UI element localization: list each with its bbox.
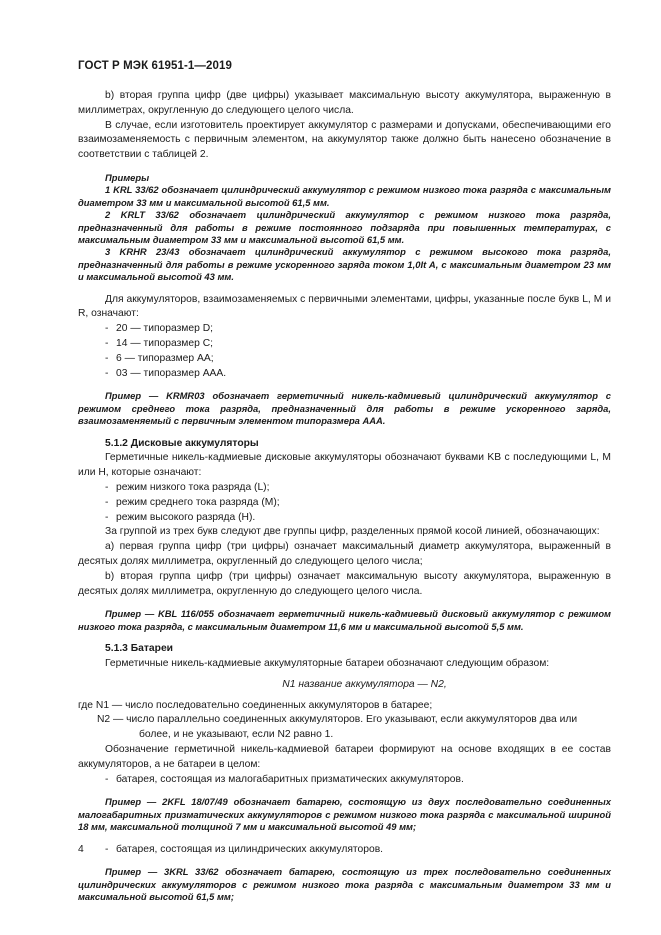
page-body xyxy=(78,89,611,904)
size-list xyxy=(78,322,611,381)
list-item: - батарея, состоящая из цилиндрических аккумуляторов. xyxy=(105,843,384,855)
paragraph-digit-groups: За группой из трех букв следуют две группы цифр, разделенных прямой косой линией, обозначающих: xyxy=(105,526,600,538)
paragraph-interchangeable: В случае, если изготовитель проектирует аккумулятор с размерами и допусками, обеспечивающими его взаимозаменяемость с первичным элементом, на аккумулятор также должно быть нанесено обозначение в соответствии с таблицей 2. xyxy=(78,119,611,161)
list-item: - режим низкого тока разряда (L); xyxy=(105,482,270,494)
paragraph-b-height-disc: b) вторая группа цифр (три цифры) означает максимальную высоту аккумулятора, выраженную в десятых долях миллиметра, округленную до следующего целого числа. xyxy=(78,570,611,597)
page-number: 4 xyxy=(78,844,84,855)
formula: N1 название аккумулятора — N2, xyxy=(282,678,447,690)
example-2kfl: Пример — 2KFL 18/07/49 обозначает батарею, состоящую из двух последовательно соединенных малогабаритных призматических аккумуляторов с режимом низкого тока разряда с максимальной шириной 18 мм, максимальной толщиной 7 мм и максимальной высотой 49 мм; xyxy=(78,796,611,833)
where-n1: где N1 — число последовательно соединенных аккумуляторов в батарее; xyxy=(78,699,433,711)
example-item: 2 KRLT 33/62 обозначает цилиндрический аккумулятор с режимом низкого тока разряда, предназначенный для работы в режиме постоянного подзаряда при повышенных температурах, с максимальным диаметром 33 мм и максимальной высотой 61,5 мм. xyxy=(78,209,611,246)
paragraph-composition: Обозначение герметичной никель-кадмиевой батареи формируют на основе входящих в ее состав аккумуляторов, а не батареи в целом: xyxy=(78,744,611,770)
example-item: 1 KRL 33/62 обозначает цилиндрический аккумулятор с режимом низкого тока разряда с максимальным диаметром 33 мм и максимальной высотой 61,5 мм. xyxy=(78,184,611,208)
where-n2: N2 — число параллельно соединенных аккумуляторов. Его указывают, если аккумуляторов два или xyxy=(97,714,578,726)
paragraph-disc: Герметичные никель-кадмиевые дисковые аккумуляторы обозначают буквами KB с последующими L, M или H, которые означают: xyxy=(78,452,611,479)
list-item: - режим высокого разряда (H). xyxy=(105,511,256,523)
example-3krl: Пример — 3KRL 33/62 обозначает батарею, состоящую из трех последовательно соединенных цилиндрических аккумуляторов с режимом низкого тока разряда с максимальным диаметром 33 мм и максимальной высотой 61,5 мм; xyxy=(78,866,611,903)
list-item: - 20 — типоразмер D; xyxy=(105,323,213,335)
section-heading-5-1-3: 5.1.3 Батареи xyxy=(105,643,174,655)
document-header: ГОСТ Р МЭК 61951-1—2019 xyxy=(78,60,232,72)
examples-title: Примеры xyxy=(105,171,150,183)
list-item: - 14 — типоразмер C; xyxy=(105,338,213,350)
paragraph-batteries: Герметичные никель-кадмиевые аккумуляторные батареи обозначают следующим образом: xyxy=(105,658,550,670)
paragraph-a-diameter: a) первая группа цифр (три цифры) означает максимальный диаметр аккумулятора, выраженный в десятых долях миллиметра, округленный до следующего целого числа; xyxy=(78,541,611,568)
paragraph-letters: Для аккумуляторов, взаимозаменяемых с первичными элементами, цифры, указанные после букв L, M и R, означают: xyxy=(78,293,611,320)
mode-list xyxy=(78,481,611,525)
where-n2-cont: более, и не указывают, если N2 равно 1. xyxy=(139,729,334,741)
example-krmr03: Пример — KRMR03 обозначает герметичный никель-кадмиевый цилиндрический аккумулятор с режимом среднего тока разряда, предназначенный для работы в режиме ускоренного заряда, взаимозаменяемый с первичным элементом типоразмера AAA. xyxy=(78,390,611,427)
paragraph-b-height: b) вторая группа цифр (две цифры) указывает максимальную высоту аккумулятора, выраженную в миллиметрах, округленную до следующего целого числа. xyxy=(78,90,611,116)
list-item: - 03 — типоразмер AAA. xyxy=(105,367,227,379)
example-item: 3 KRHR 23/43 обозначает цилиндрический аккумулятор с режимом высокого тока разряда, предназначенный для работы в режиме ускоренного заряда током 1,0It A, с максимальным диаметром 23 мм и максимальной высотой 43 мм. xyxy=(78,246,611,283)
battery-list-2 xyxy=(78,843,611,858)
list-item: - 6 — типоразмер AA; xyxy=(105,352,214,364)
example-kbl: Пример — KBL 116/055 обозначает герметичный никель-кадмиевый дисковый аккумулятор с режимом низкого тока разряда, с максимальным диаметром 11,6 мм и максимальной высотой 5,5 мм. xyxy=(78,608,611,632)
list-item: - режим среднего тока разряда (M); xyxy=(105,496,280,508)
section-heading-5-1-2: 5.1.2 Дисковые аккумуляторы xyxy=(105,437,259,449)
list-item: - батарея, состоящая из малогабаритных призматических аккумуляторов. xyxy=(105,773,464,785)
battery-list-1 xyxy=(78,773,611,788)
